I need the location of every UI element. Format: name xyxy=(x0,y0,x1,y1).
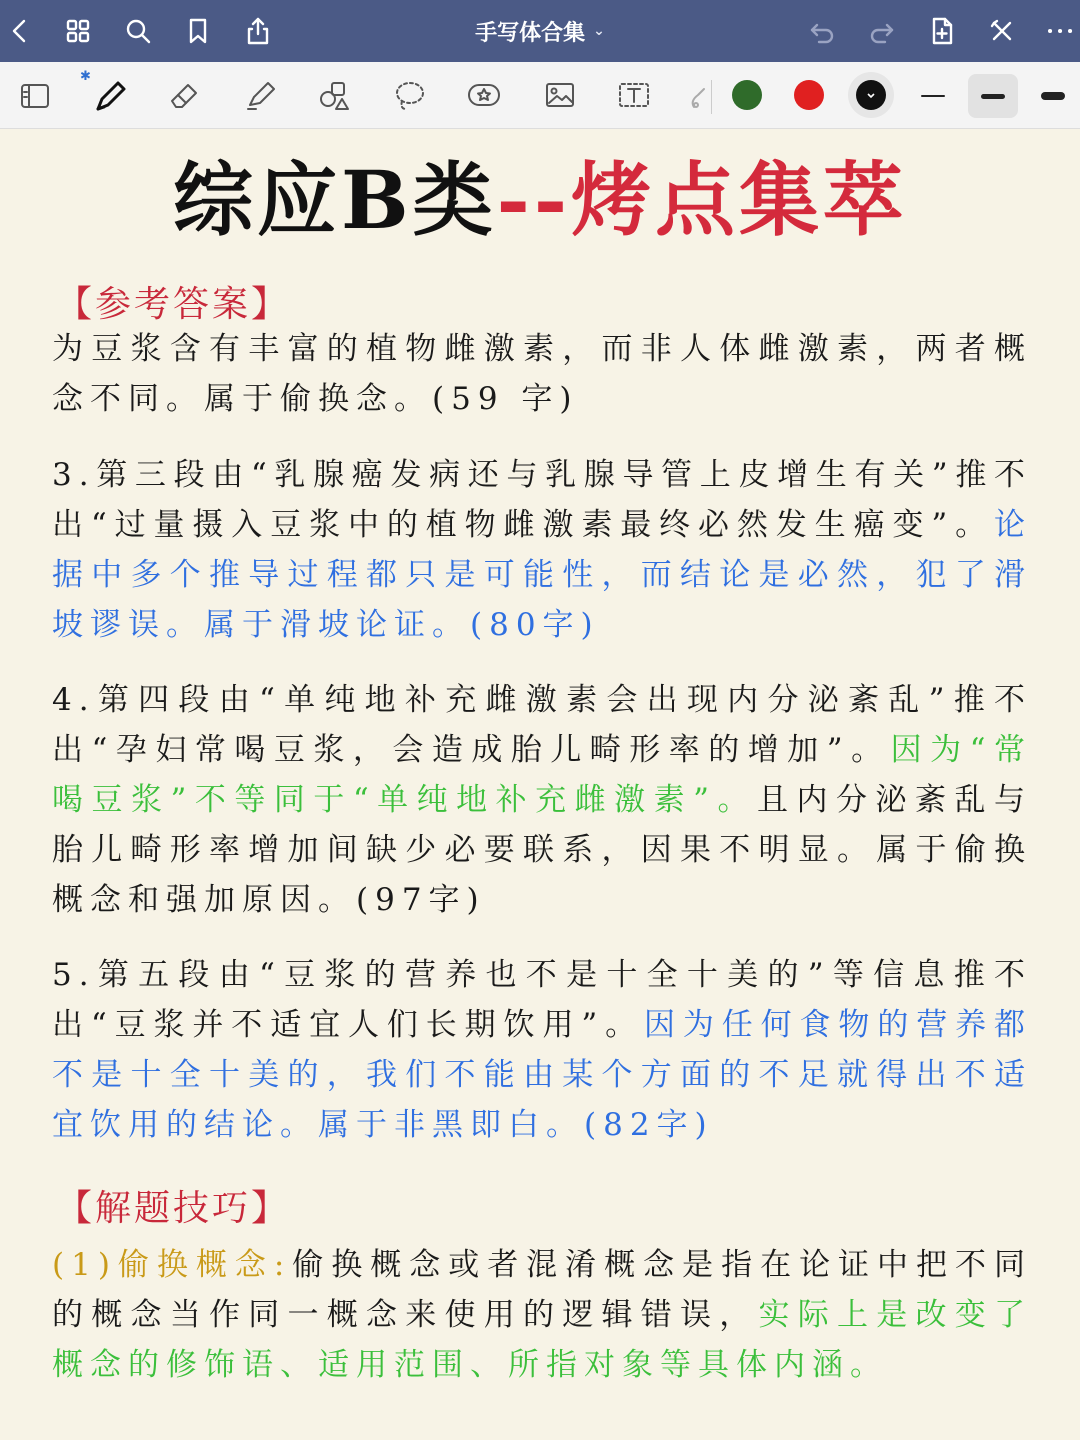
chevron-down-icon: ⌄ xyxy=(593,23,605,39)
image-icon[interactable] xyxy=(536,72,584,118)
highlighter-icon[interactable] xyxy=(236,72,284,118)
redo-icon[interactable] xyxy=(862,11,902,51)
paragraph-text: 4.第四段由“单纯地补充雌激素会出现内分泌紊乱”推不出“孕妇常喝豆浆，会造成胎儿畸形率的增加”。 xyxy=(52,682,1032,768)
color-swatch-red[interactable] xyxy=(794,80,824,110)
stroke-width-thick[interactable] xyxy=(1028,74,1078,118)
search-icon[interactable] xyxy=(118,11,158,51)
pen-icon[interactable] xyxy=(86,72,134,118)
text-icon[interactable] xyxy=(610,72,658,118)
toolbar-divider xyxy=(711,80,712,114)
paragraph-text: 且内分泌紊乱与胎儿畸形率增加间缺少必要联系，因果不明显。属于偷换概念和强加原因。(97字) xyxy=(52,782,1033,918)
undo-icon[interactable] xyxy=(802,11,842,51)
eraser-icon[interactable] xyxy=(160,72,208,118)
lasso-icon[interactable] xyxy=(386,72,434,118)
answer-paragraph-3 xyxy=(52,450,1032,650)
title-part-red: --烤点集萃 xyxy=(496,153,908,247)
back-icon[interactable] xyxy=(0,11,40,51)
grid-icon[interactable] xyxy=(58,11,98,51)
answer-paragraph-5 xyxy=(52,950,1032,1150)
add-page-icon[interactable] xyxy=(922,11,962,51)
paragraph-text: 为豆浆含有丰富的植物雌激素，而非人体雌激素，两者概念不同。属于偷换念。(59 字) xyxy=(52,331,1032,417)
shapes-icon[interactable] xyxy=(310,72,358,118)
answer-paragraph-2 xyxy=(52,324,1032,424)
bluetooth-icon: ✱ xyxy=(80,69,91,84)
color-swatch-green[interactable] xyxy=(732,80,762,110)
more-icon[interactable] xyxy=(1040,11,1080,51)
paragraph-highlight-green: 因为“常喝豆浆”不等同于“单纯地补充雌激素”。 xyxy=(52,732,1032,818)
paragraph-highlight-blue: 论据中多个推导过程都只是可能性，而结论是必然，犯了滑坡谬误。属于滑坡论证。(80字) xyxy=(52,507,1032,643)
paragraph-text: 5.第五段由“豆浆的营养也不是十全十美的”等信息推不出“豆浆并不适宜人们长期饮用”。 xyxy=(52,957,1032,1043)
laser-icon[interactable] xyxy=(676,72,724,118)
share-icon[interactable] xyxy=(238,11,278,51)
sticker-icon[interactable] xyxy=(460,72,508,118)
document-title-dropdown[interactable] xyxy=(440,14,640,48)
paragraph-text: 偷换概念或者混淆概念是指在论证中把不同的概念当作同一概念来使用的逻辑错误， xyxy=(52,1247,1032,1333)
paragraph-highlight-green: 实际上是改变了概念的修饰语、适用范围、所指对象等具体内涵。 xyxy=(52,1297,1032,1383)
section-heading-answer: 【参考答案】 xyxy=(56,284,291,325)
section-heading-tips: 【解题技巧】 xyxy=(56,1188,291,1229)
page-layout-icon[interactable] xyxy=(10,72,58,118)
close-icon[interactable] xyxy=(982,11,1022,51)
stroke-width-medium[interactable] xyxy=(968,74,1018,118)
document-title: 手写体合集 xyxy=(475,20,586,46)
selected-check-icon xyxy=(856,80,886,110)
paragraph-highlight-blue: 因为任何食物的营养都不是十全十美的，我们不能由某个方面的不足就得出不适宜饮用的结论。属于非黑即白。(82字) xyxy=(52,1007,1032,1143)
tip-label: (1)偷换概念: xyxy=(52,1247,292,1283)
paragraph-text: 3.第三段由“乳腺癌发病还与乳腺导管上皮增生有关”推不出“过量摄入豆浆中的植物雌激素最终必然发生癌变”。 xyxy=(52,457,1032,543)
top-nav-bar xyxy=(0,0,1080,62)
stroke-width-thin[interactable] xyxy=(908,74,958,118)
color-swatch-black-selected[interactable] xyxy=(848,72,894,118)
answer-paragraph-4 xyxy=(52,675,1032,925)
page-title xyxy=(0,150,1080,250)
bookmark-icon[interactable] xyxy=(178,11,218,51)
title-part-black: 综应B类 xyxy=(172,153,497,247)
tips-paragraph-1 xyxy=(52,1240,1032,1390)
